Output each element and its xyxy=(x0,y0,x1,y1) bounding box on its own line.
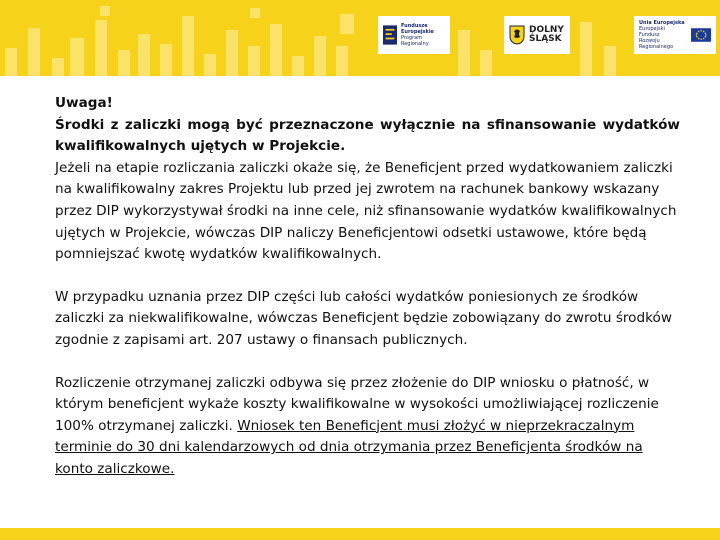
settlement-text: Rozliczenie otrzymanej zaliczki odbywa się przez złożenie do DIP wniosku o płatność, w którym beneficjent wykaże koszty kwalifikowalne w wysokości umożliwiającej rozliczenie 100% otrzymanej zaliczki. xyxy=(55,374,659,434)
funds-logo-line2: Europejskie xyxy=(400,29,434,35)
funds-flag-icon xyxy=(383,24,397,46)
footer-bar xyxy=(0,528,720,540)
header-bar xyxy=(0,0,720,76)
paragraph-settlement xyxy=(55,373,680,481)
dolny-slask-crest-icon xyxy=(509,25,525,45)
funds-logo xyxy=(378,16,450,54)
funds-logo-line3: Program Regionalny xyxy=(400,35,429,47)
warning-text: Środki z zaliczki mogą być przeznaczone wyłącznie na sfinansowanie wydatków kwalifikowalnych ujętych w Projekcie. xyxy=(55,116,680,155)
eu-logo-line3: Rozwoju Regionalnego xyxy=(639,38,674,50)
document-body xyxy=(55,93,680,481)
eu-logo-line1: Unia Europejska xyxy=(639,20,685,26)
funds-logo-line1: Fundusze xyxy=(400,23,428,29)
header-pattern xyxy=(0,0,720,76)
paragraph-ineligible: W przypadku uznania przez DIP części lub całości wydatków poniesionych ze środków zaliczki za niekwalifikowalne, wówczas Beneficjent będzie zobowiązany do zwrotu środków zgodnie z zapisami art. 207 ustawy o finansach publicznych. xyxy=(55,288,672,348)
settlement-deadline-text: Wniosek ten Beneficjent musi złożyć w nieprzekraczalnym terminie do 30 dni kalendarzowych od dnia otrzymania przez Beneficjenta środków na konto zaliczkowe. xyxy=(55,417,643,477)
dolny-slask-line1: DOLNY xyxy=(529,25,564,35)
spacer xyxy=(55,266,680,287)
eu-flag-icon xyxy=(691,27,711,43)
dolny-slask-logo xyxy=(504,16,570,54)
eu-logo xyxy=(634,16,716,54)
eu-logo-line2: Europejski Fundusz xyxy=(639,26,665,38)
dolny-slask-line2: ŚLĄSK xyxy=(529,34,562,44)
spacer xyxy=(55,352,680,373)
warning-label: Uwaga! xyxy=(55,95,113,111)
paragraph-interest: Jeżeli na etapie rozliczania zaliczki okaże się, że Beneficjent przed wydatkowaniem zaliczki na kwalifikowalny zakres Projektu lub przed jej zwrotem na rachunek bankowy wskazany przez DIP wykorzystywał środki na inne cele, niż sfinansowanie wydatków kwalifikowalnych ujętych w Projekcie, wówczas DIP naliczy Beneficjentowi odsetki ustawowe, które będą pomniejszać kwotę wydatków kwalifikowalnych. xyxy=(55,159,677,263)
